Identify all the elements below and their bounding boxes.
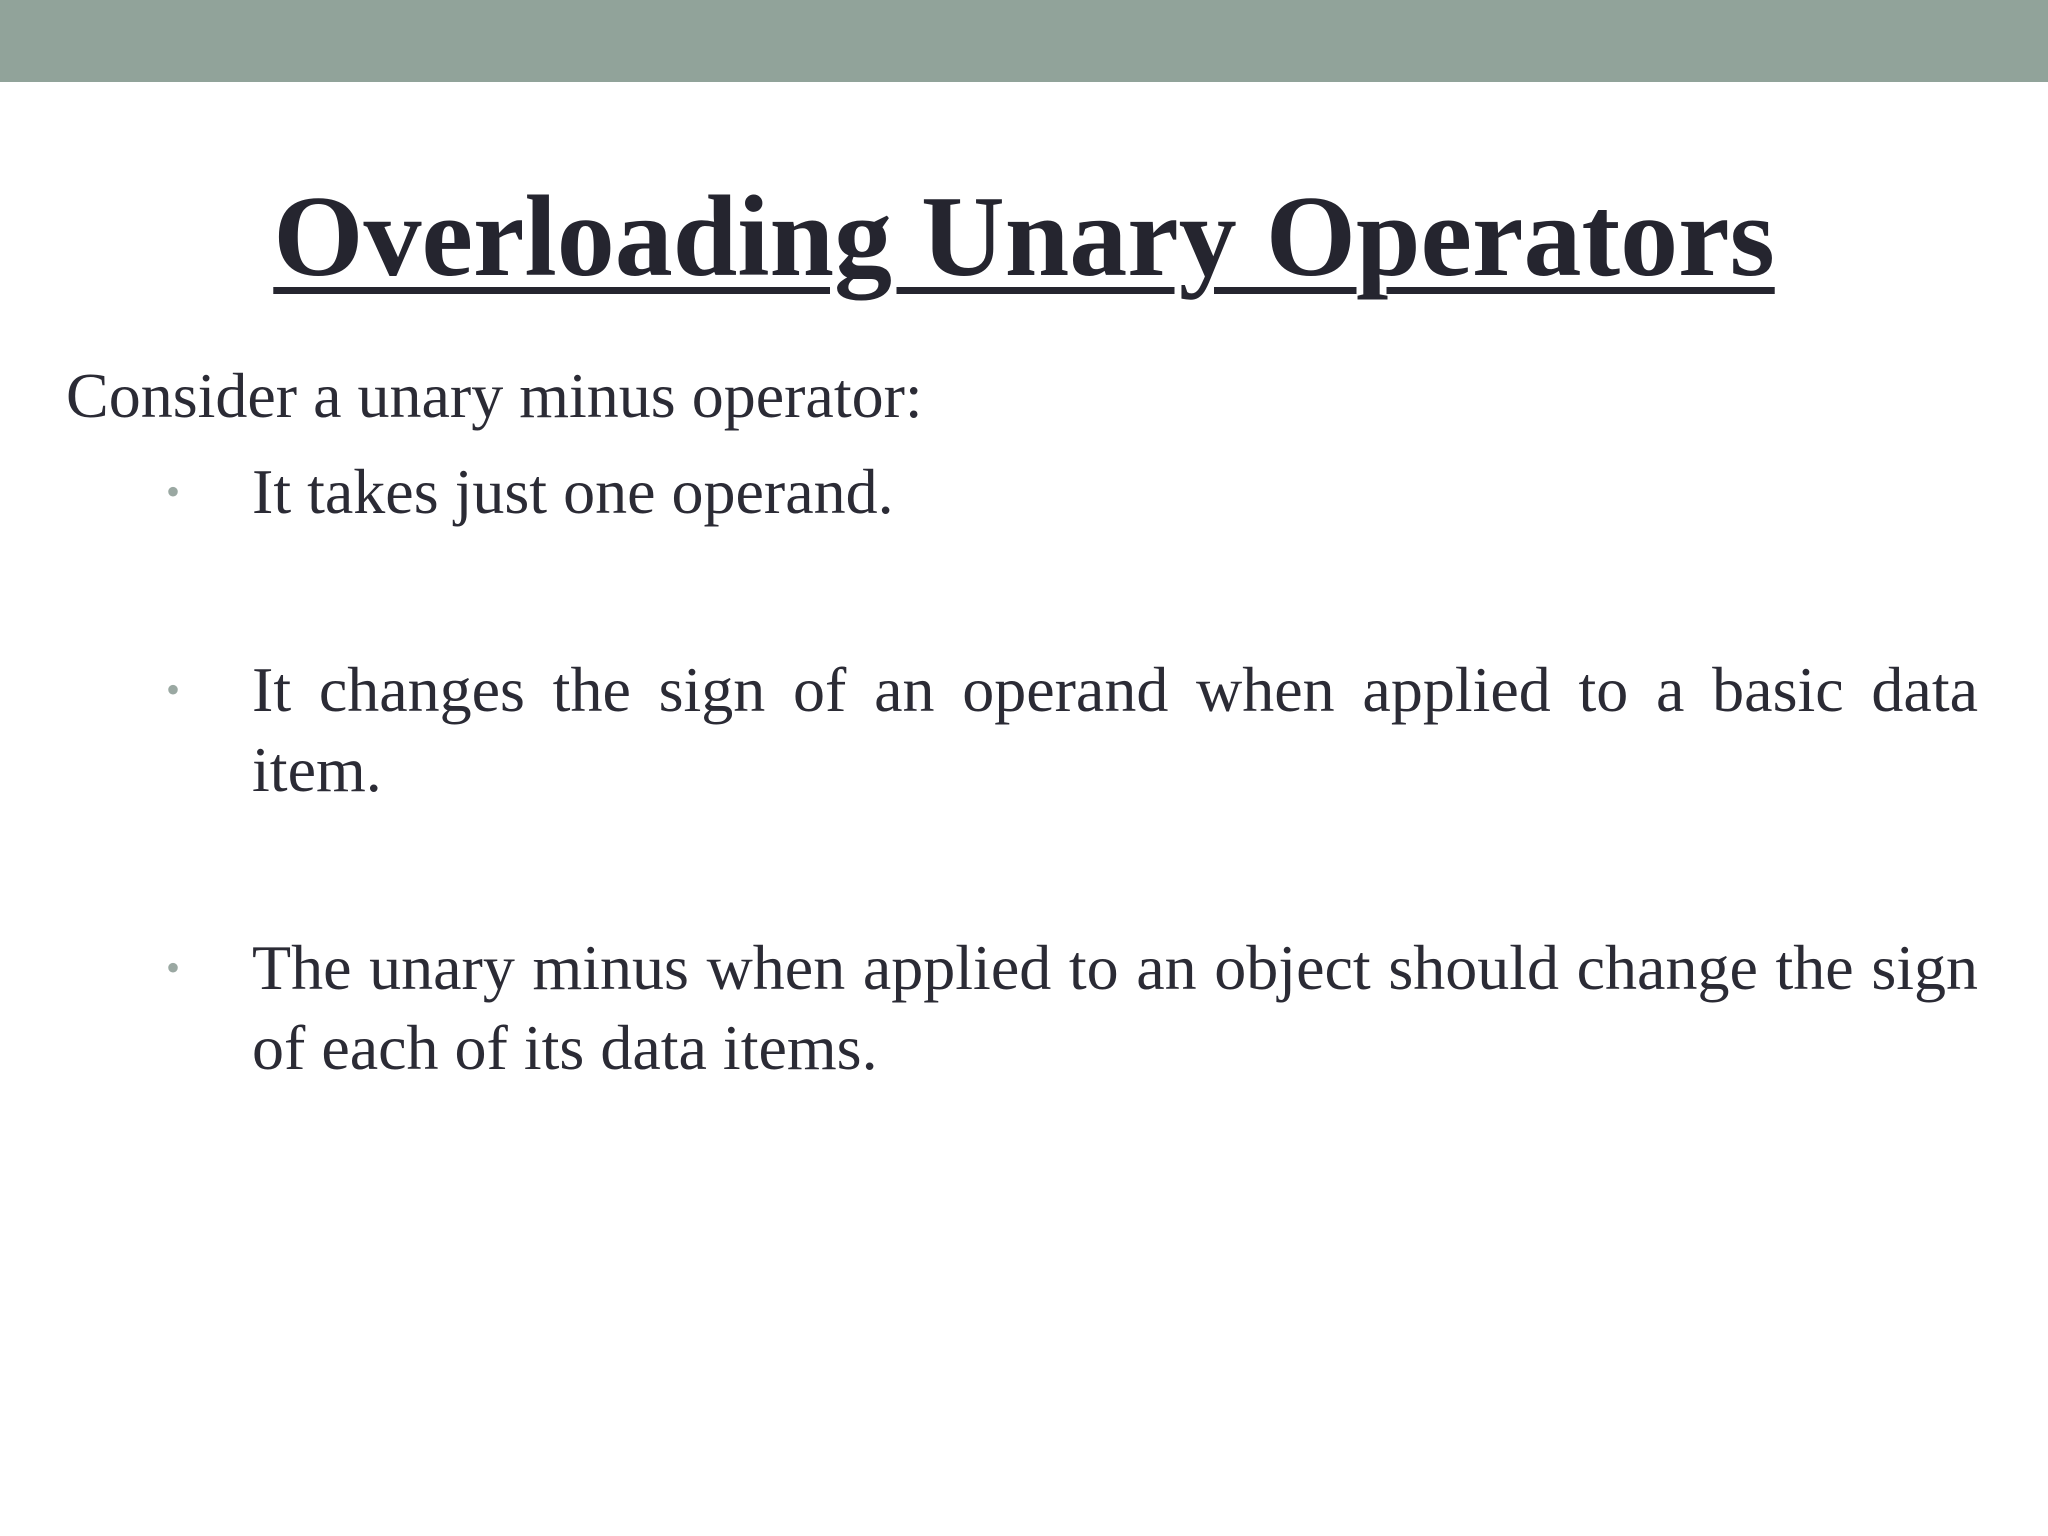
header-band xyxy=(0,0,2048,82)
intro-text: Consider a unary minus operator: xyxy=(66,360,923,431)
bullet-text: The unary minus when applied to an object should change the sign of each of its data items. xyxy=(252,932,1978,1083)
slide-title: Overloading Unary Operators xyxy=(273,173,1775,301)
bullet-icon: • xyxy=(166,945,181,990)
bullet-icon: • xyxy=(166,667,181,712)
bullet-text: It changes the sign of an operand when applied to a basic data item. xyxy=(252,654,1978,805)
bullet-text: It takes just one operand. xyxy=(252,456,894,527)
bullet-icon: • xyxy=(166,469,181,514)
